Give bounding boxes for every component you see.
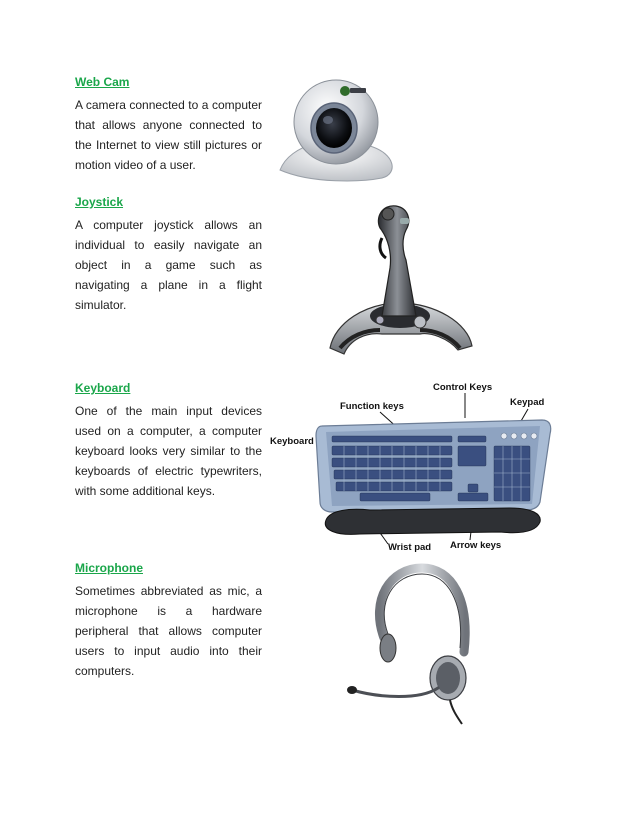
- keyboard-image: [270, 380, 560, 555]
- label-control-keys: Control Keys: [433, 382, 493, 393]
- section-web-cam: [75, 75, 262, 175]
- webcam-image: [272, 74, 402, 189]
- label-function-keys: Function keys: [340, 401, 404, 412]
- label-arrow-keys: Arrow keys: [450, 540, 502, 551]
- label-keypad: Keypad: [510, 397, 545, 408]
- section-microphone: [75, 561, 262, 681]
- section-keyboard: [75, 381, 262, 501]
- heading-keyboard: Keyboard: [75, 381, 131, 395]
- label-keyboard: Keyboard: [270, 436, 314, 447]
- text-keyboard: One of the main input devices used on a computer, a computer keyboard looks very similar to the keyboards of electric typewriters, with some additional keys.: [75, 404, 262, 498]
- label-wrist-pad: Wrist pad: [388, 542, 432, 553]
- heading-microphone: Microphone: [75, 561, 143, 575]
- text-microphone: Sometimes abbreviated as mic, a microphone is a hardware peripheral that allows computer users to input audio into their computers.: [75, 584, 262, 678]
- text-joystick: A computer joystick allows an individual to easily navigate an object in a game such as navigating a plane in a flight simulator.: [75, 218, 262, 312]
- text-web-cam: A camera connected to a computer that allows anyone connected to the Internet to view still pictures or motion video of a user.: [75, 98, 262, 172]
- section-joystick: [75, 195, 262, 315]
- joystick-image: [320, 198, 480, 363]
- heading-web-cam: Web Cam: [75, 75, 130, 89]
- heading-joystick: Joystick: [75, 195, 124, 209]
- headset-image: [340, 560, 480, 725]
